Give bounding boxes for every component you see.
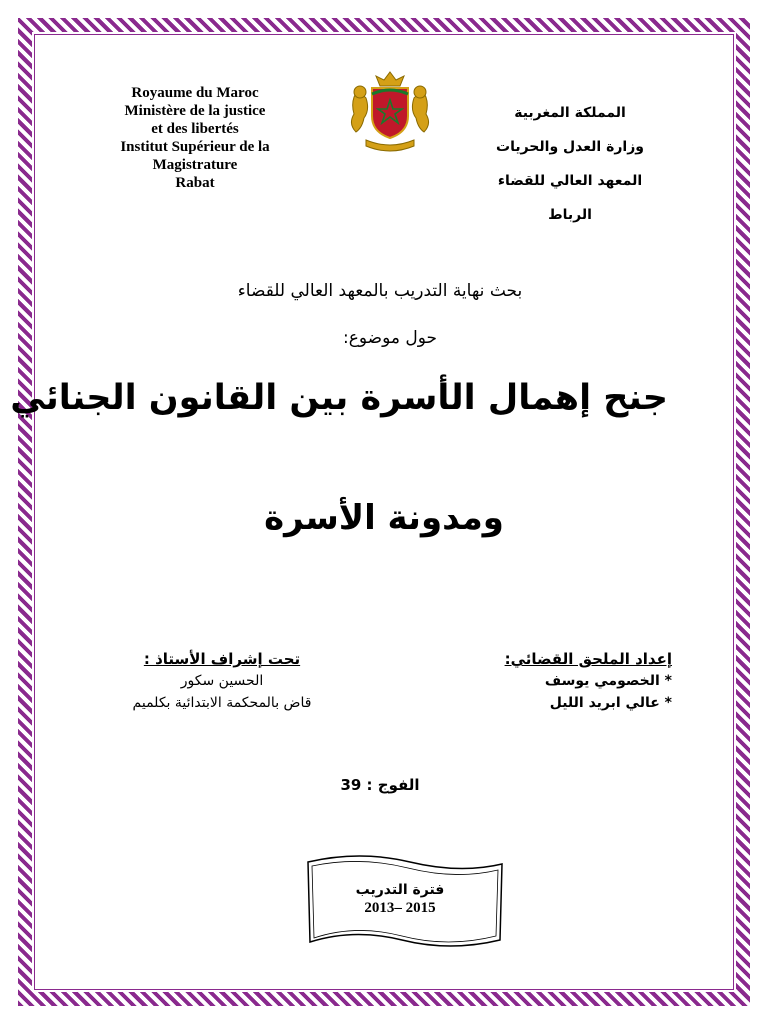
supervisor-name: الحسين سكور [180,673,264,689]
supervisor-heading: تحت إشراف الأستاذ : [143,650,301,668]
header-fr-ministry: Ministère de la justice [124,103,266,119]
header-fr-ministry-cont: et des libertés [151,121,239,137]
french-header [90,84,300,192]
header-ar-kingdom: المملكة المغربية [514,105,626,121]
thesis-title-line1: جنح إهمال الأسرة بين القانون الجنائي [10,378,668,418]
authors-block [505,648,672,714]
moroccan-coat-of-arms-icon [340,70,440,156]
research-subtitle: بحث نهاية التدريب بالمعهد العالي للقضاء [237,281,523,301]
training-period-years: 2015 –2013 [364,900,436,916]
author-name: * الخصومي يوسف [544,673,672,689]
header-fr-institute-cont: Magistrature [152,157,238,173]
author-name: * عالي ابريد الليل [549,695,672,711]
supervisor-role: قاض بالمحكمة الابتدائية بكلميم [132,695,312,711]
training-period [300,882,500,917]
thesis-title-line2: ومدونة الأسرة [264,498,504,538]
header-fr-city: Rabat [175,175,215,191]
header-ar-ministry: وزارة العدل والحريات [496,139,644,155]
header-fr-kingdom: Royaume du Maroc [131,85,259,101]
header-fr-institute: Institut Supérieur de la [120,139,270,155]
supervisor-block [112,648,332,714]
topic-label: حول موضوع: [342,328,438,348]
header-ar-city: الرباط [548,207,592,223]
authors-heading: إعداد الملحق القضائي: [504,650,672,668]
training-period-label: فترة التدريب [355,882,445,898]
cohort-number: الفوج : 39 [340,776,420,794]
arabic-header [460,96,680,232]
header-ar-institute: المعهد العالي للقضاء [497,173,643,189]
